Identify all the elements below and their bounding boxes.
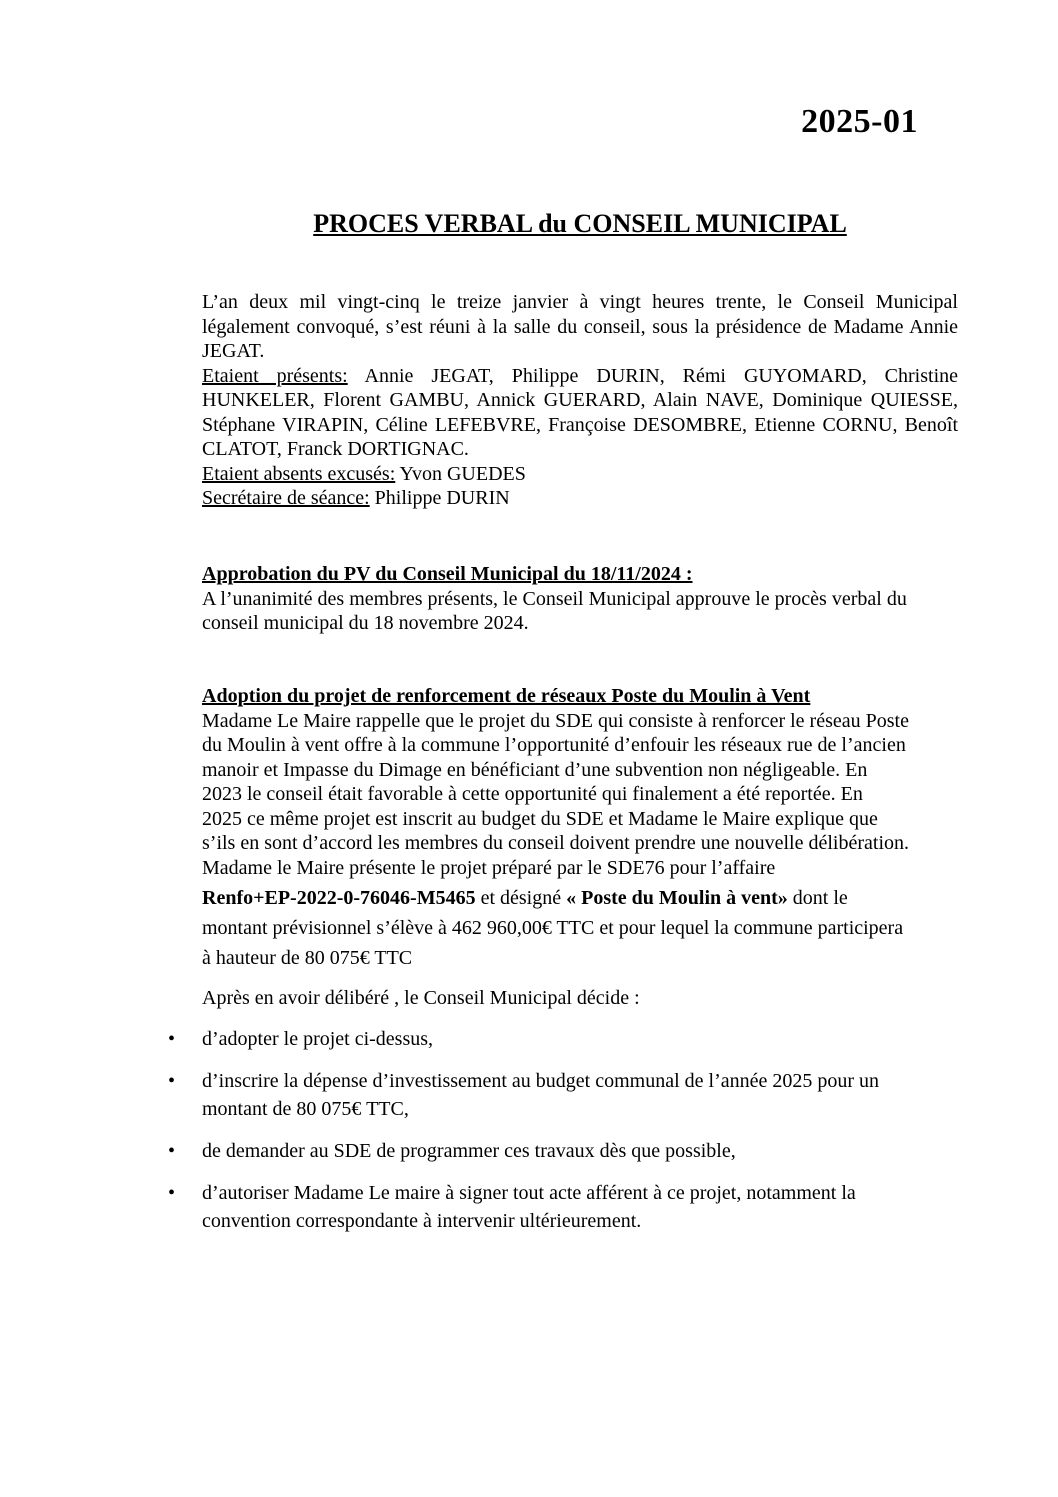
- absent-line: [202, 462, 958, 487]
- decision-item: [0, 1025, 942, 1053]
- project-line: Madame Le Maire rappelle que le projet du SDE qui consiste à renforcer le réseau Poste: [202, 709, 909, 732]
- section-project-heading: Adoption du projet de renforcement de réseaux Poste du Moulin à Vent: [202, 685, 811, 707]
- affaire-line: [202, 883, 972, 913]
- page-title: PROCES VERBAL du CONSEIL MUNICIPAL: [313, 209, 847, 238]
- bullet-icon: •: [168, 1182, 176, 1204]
- decision-text: d’autoriser Madame Le maire à signer tout acte afférent à ce projet, notamment la convention correspondante à intervenir ultérieurement.: [202, 1182, 856, 1232]
- section-approval-heading: Approbation du PV du Conseil Municipal du 18/11/2024 :: [202, 563, 693, 585]
- decision-item: [0, 1067, 942, 1123]
- decision-text: de demander au SDE de programmer ces travaux dès que possible,: [202, 1140, 736, 1162]
- absent-label: Etaient absents excusés:: [202, 462, 396, 485]
- secretary-label: Secrétaire de séance:: [202, 487, 370, 509]
- section-approval-body: A l’unanimité des membres présents, le Conseil Municipal approuve le procès verbal du conseil municipal du 18 novembre 2024.: [202, 587, 907, 634]
- project-line: du Moulin à vent offre à la commune l’opportunité d’enfouir les réseaux rue de l’ancien: [202, 734, 906, 756]
- section-project: [202, 684, 972, 973]
- affaire-reference: Renfo+EP-2022-0-76046-M5465: [202, 887, 476, 909]
- decision-text: d’inscrire la dépense d’investissement au budget communal de l’année 2025 pour un montant de 80 075€ TTC,: [202, 1070, 880, 1120]
- secretary-name: Philippe DURIN: [369, 487, 510, 509]
- intro-block: [202, 290, 958, 511]
- project-line: 2025 ce même projet est inscrit au budget du SDE et Madame le Maire explique que: [202, 807, 878, 830]
- present-label: Etaient présents:: [202, 364, 348, 387]
- project-line: 2023 le conseil était favorable à cette opportunité qui finalement a été reportée. En: [202, 783, 863, 805]
- bullet-icon: •: [168, 1070, 176, 1092]
- present-line: [202, 364, 958, 462]
- decision-item: [0, 1137, 942, 1165]
- present-names: Annie JEGAT, Philippe DURIN, Rémi GUYOMARD, Christine HUNKELER, Florent GAMBU, Annick GUERARD, Alain NAVE, Dominique QUIESSE, Stéphane VIRAPIN, Céline LEFEBVRE, Françoise DESOMBRE, Etienne CORNU, Benoît CLATOT, Franck DORTIGNAC.: [202, 364, 959, 460]
- affaire-end-text: dont le: [787, 887, 848, 909]
- affaire-name: « Poste du Moulin à vent»: [566, 887, 788, 909]
- share-line: à hauteur de 80 075€ TTC: [202, 947, 413, 969]
- project-line: manoir et Impasse du Dimage en bénéficiant d’une subvention non négligeable. En: [202, 758, 868, 781]
- decision-list: [0, 1025, 1058, 1249]
- bullet-icon: •: [168, 1028, 176, 1050]
- project-line: Madame le Maire présente le projet préparé par le SDE76 pour l’affaire: [202, 856, 776, 879]
- affaire-mid-text: et désigné: [475, 887, 567, 909]
- amount-line: montant prévisionnel s’élève à 462 960,00€ TTC et pour lequel la commune participera: [202, 917, 904, 939]
- intro-paragraph: L’an deux mil vingt-cinq le treize janvier à vingt heures trente, le Conseil Municipal légalement convoqué, s’est réuni à la salle du conseil, sous la présidence de Madame Annie JEGAT.: [202, 291, 958, 362]
- bullet-icon: •: [168, 1140, 176, 1162]
- project-line: s’ils en sont d’accord les membres du conseil doivent prendre une nouvelle délibération.: [202, 832, 910, 854]
- decision-intro: Après en avoir délibéré , le Conseil Municipal décide :: [202, 987, 640, 1009]
- decision-text: d’adopter le projet ci-dessus,: [202, 1028, 434, 1050]
- decision-item: [0, 1179, 942, 1235]
- secretary-line: [202, 486, 958, 511]
- document-number: 2025-01: [801, 103, 918, 140]
- absent-names: Yvon GUEDES: [395, 462, 526, 485]
- section-approval: [202, 562, 958, 636]
